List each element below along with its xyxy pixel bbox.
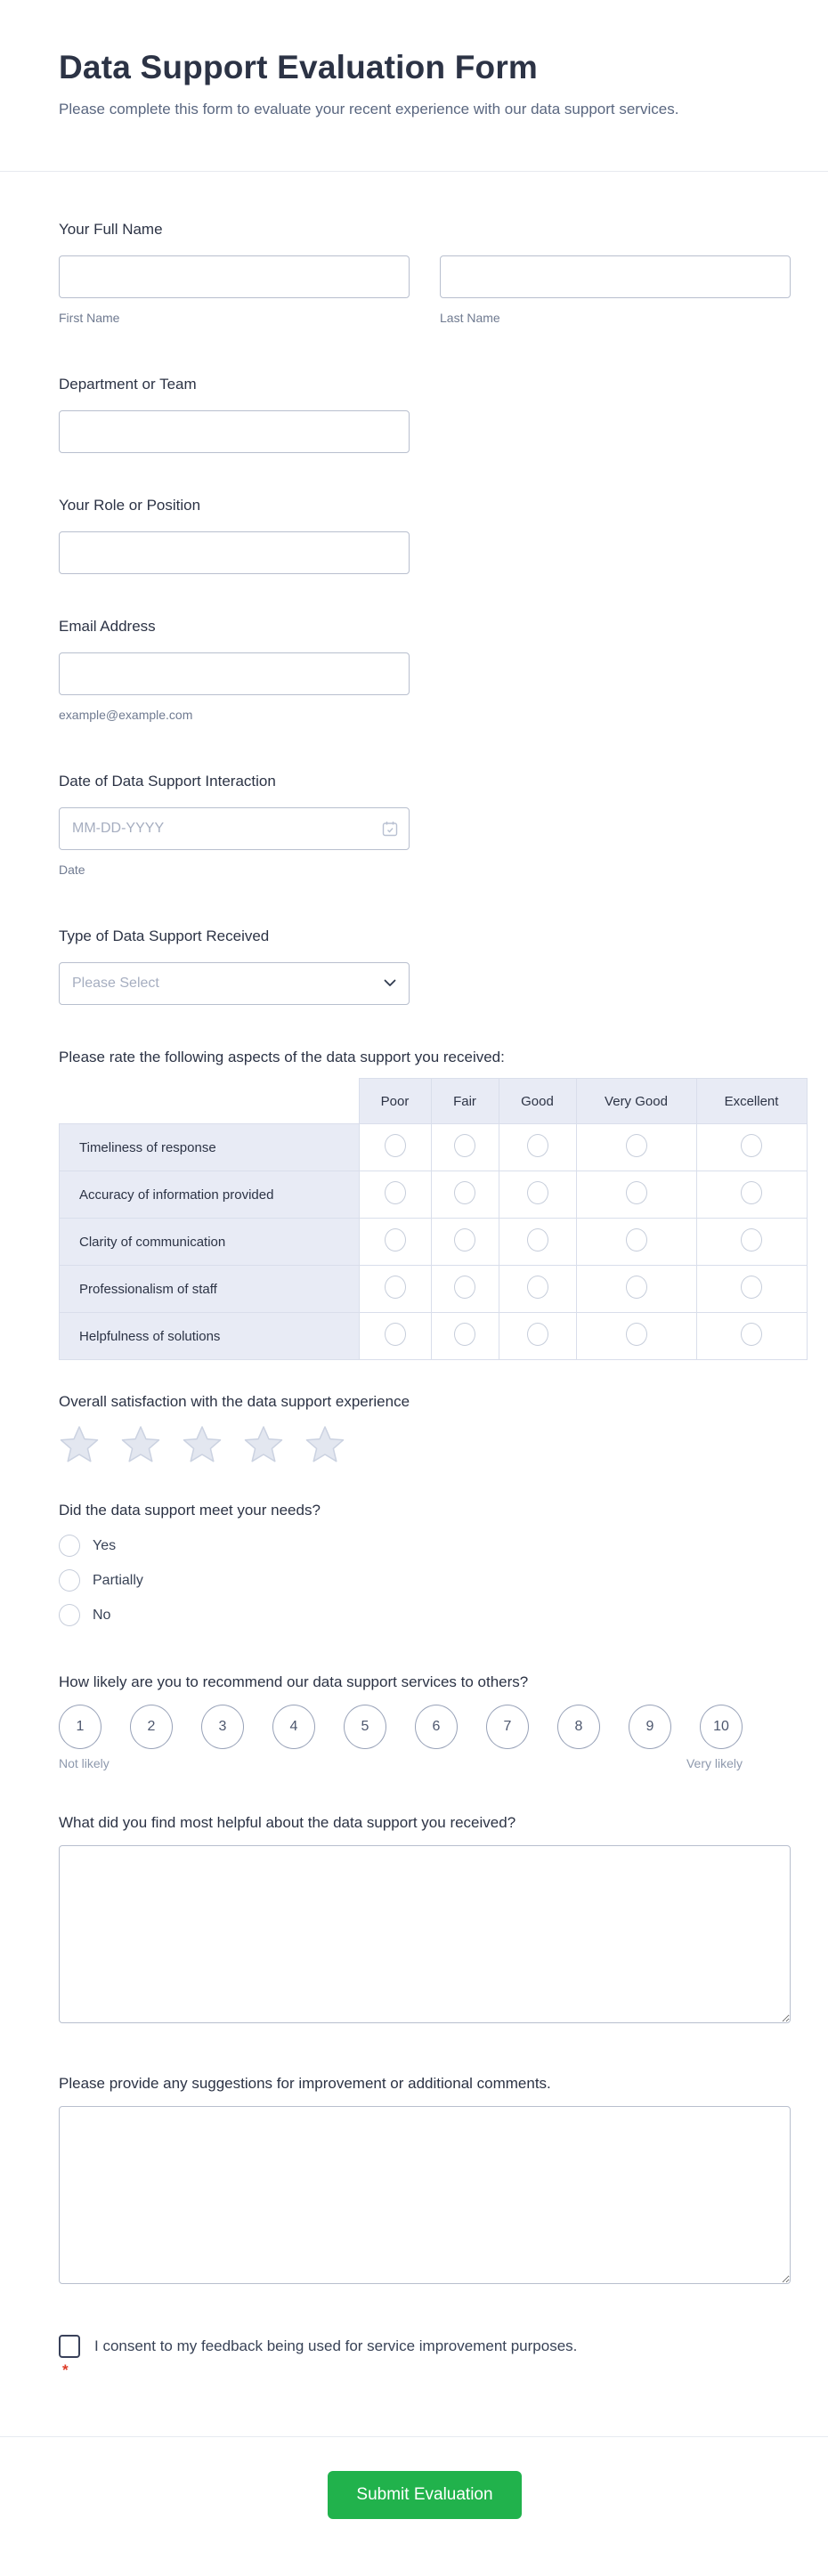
star-icon-2[interactable] <box>120 1424 161 1465</box>
matrix-radio-clarity-of-communication-good[interactable] <box>527 1228 548 1252</box>
field-date <box>59 772 791 879</box>
field-helpful <box>59 1813 791 2028</box>
matrix-radio-professionalism-of-staff-fair[interactable] <box>454 1276 475 1299</box>
star-icon-5[interactable] <box>304 1424 345 1465</box>
radio-option-label: Partially <box>93 1572 143 1588</box>
matrix-cell <box>499 1313 576 1360</box>
matrix-cell <box>359 1266 431 1313</box>
helpful-textarea[interactable] <box>59 1845 791 2023</box>
nps-circle-7[interactable]: 7 <box>486 1705 529 1749</box>
nps-circle-5[interactable]: 5 <box>344 1705 386 1749</box>
form-header <box>0 0 828 171</box>
matrix-cell <box>499 1171 576 1219</box>
matrix-cell <box>431 1219 499 1266</box>
matrix-row-label: Timeliness of response <box>60 1124 360 1171</box>
role-input[interactable] <box>59 531 410 574</box>
matrix-radio-clarity-of-communication-fair[interactable] <box>454 1228 475 1252</box>
form-footer <box>0 2437 828 2519</box>
field-label: Type of Data Support Received <box>59 928 270 944</box>
date-sublabel: Date <box>59 863 85 877</box>
matrix-radio-accuracy-of-information-provided-poor[interactable] <box>385 1181 406 1204</box>
field-label: How likely are you to recommend our data support services to others? <box>59 1673 529 1690</box>
email-input[interactable] <box>59 652 410 695</box>
department-input[interactable] <box>59 410 410 453</box>
field-role <box>59 496 791 574</box>
field-label: Did the data support meet your needs? <box>59 1502 321 1519</box>
matrix-cell <box>359 1124 431 1171</box>
matrix-radio-timeliness-of-response-good[interactable] <box>527 1134 548 1157</box>
field-label: Your Full Name <box>59 221 163 238</box>
matrix-cell <box>696 1313 807 1360</box>
matrix-radio-helpfulness-of-solutions-good[interactable] <box>527 1323 548 1346</box>
field-department <box>59 375 791 453</box>
nps-circle-8[interactable]: 8 <box>557 1705 600 1749</box>
nps-min-label: Not likely <box>59 1756 110 1770</box>
field-label: Email Address <box>59 618 156 635</box>
matrix-cell <box>576 1219 696 1266</box>
form-subtitle: Please complete this form to evaluate your recent experience with our data support services. <box>59 101 679 117</box>
chevron-down-icon <box>384 976 396 992</box>
matrix-row-label: Helpfulness of solutions <box>60 1313 360 1360</box>
field-suggestions <box>59 2074 791 2288</box>
rating-matrix-table <box>59 1078 808 1360</box>
field-recommend <box>59 1673 791 1770</box>
matrix-cell <box>576 1313 696 1360</box>
consent-label: I consent to my feedback being used for service improvement purposes. <box>94 2337 578 2354</box>
field-label: Please provide any suggestions for improvement or additional comments. <box>59 2075 551 2092</box>
matrix-radio-accuracy-of-information-provided-fair[interactable] <box>454 1181 475 1204</box>
required-asterisk: * <box>62 2361 69 2378</box>
field-support-type <box>59 927 791 1005</box>
name-row <box>59 255 791 327</box>
star-icon-4[interactable] <box>243 1424 284 1465</box>
field-rating-matrix <box>59 1048 791 1360</box>
matrix-cell <box>499 1124 576 1171</box>
matrix-radio-clarity-of-communication-poor[interactable] <box>385 1228 406 1252</box>
select-placeholder: Please Select <box>72 976 159 991</box>
matrix-radio-helpfulness-of-solutions-poor[interactable] <box>385 1323 406 1346</box>
matrix-row-label: Clarity of communication <box>60 1219 360 1266</box>
matrix-radio-timeliness-of-response-excellent[interactable] <box>741 1134 762 1157</box>
radio-icon[interactable] <box>59 1535 80 1557</box>
nps-circle-6[interactable]: 6 <box>415 1705 458 1749</box>
matrix-cell <box>431 1313 499 1360</box>
matrix-radio-helpfulness-of-solutions-very-good[interactable] <box>626 1323 647 1346</box>
star-rating <box>59 1424 791 1465</box>
field-consent <box>59 2335 791 2378</box>
matrix-column-header-excellent: Excellent <box>696 1079 807 1124</box>
radio-option-partially[interactable] <box>59 1569 791 1592</box>
matrix-radio-timeliness-of-response-very-good[interactable] <box>626 1134 647 1157</box>
field-label: What did you find most helpful about the data support you received? <box>59 1814 516 1831</box>
field-satisfaction <box>59 1392 791 1465</box>
field-label: Department or Team <box>59 376 197 393</box>
nps-circle-9[interactable]: 9 <box>629 1705 671 1749</box>
nps-circle-2[interactable]: 2 <box>130 1705 173 1749</box>
matrix-row <box>60 1219 808 1266</box>
matrix-radio-helpfulness-of-solutions-excellent[interactable] <box>741 1323 762 1346</box>
matrix-radio-clarity-of-communication-excellent[interactable] <box>741 1228 762 1252</box>
radio-option-no[interactable] <box>59 1604 791 1626</box>
nps-circle-3[interactable]: 3 <box>201 1705 244 1749</box>
matrix-radio-professionalism-of-staff-excellent[interactable] <box>741 1276 762 1299</box>
matrix-column-header-good: Good <box>499 1079 576 1124</box>
matrix-cell <box>359 1171 431 1219</box>
form-body <box>0 172 828 2378</box>
matrix-radio-accuracy-of-information-provided-very-good[interactable] <box>626 1181 647 1204</box>
field-label: Your Role or Position <box>59 497 201 514</box>
matrix-radio-timeliness-of-response-poor[interactable] <box>385 1134 406 1157</box>
matrix-corner-cell <box>60 1079 360 1124</box>
nps-scale <box>59 1705 743 1749</box>
nps-end-labels <box>59 1756 743 1770</box>
matrix-radio-professionalism-of-staff-good[interactable] <box>527 1276 548 1299</box>
matrix-radio-accuracy-of-information-provided-excellent[interactable] <box>741 1181 762 1204</box>
nps-circle-1[interactable]: 1 <box>59 1705 101 1749</box>
matrix-cell <box>696 1219 807 1266</box>
matrix-row <box>60 1171 808 1219</box>
matrix-row-label: Professionalism of staff <box>60 1266 360 1313</box>
star-icon-1[interactable] <box>59 1424 100 1465</box>
radio-icon[interactable] <box>59 1604 80 1626</box>
matrix-radio-accuracy-of-information-provided-good[interactable] <box>527 1181 548 1204</box>
first-name-sublabel: First Name <box>59 311 120 325</box>
matrix-radio-professionalism-of-staff-very-good[interactable] <box>626 1276 647 1299</box>
date-input[interactable] <box>59 807 410 850</box>
matrix-row <box>60 1313 808 1360</box>
first-name-col <box>59 255 410 327</box>
nps-circle-4[interactable]: 4 <box>272 1705 315 1749</box>
matrix-cell <box>499 1219 576 1266</box>
consent-checkbox[interactable] <box>59 2335 80 2358</box>
field-needs-met <box>59 1501 791 1626</box>
consent-row <box>59 2335 791 2358</box>
radio-icon[interactable] <box>59 1569 80 1592</box>
nps-max-label: Very likely <box>686 1756 743 1770</box>
matrix-cell <box>696 1266 807 1313</box>
field-label: Overall satisfaction with the data support experience <box>59 1393 410 1410</box>
field-email <box>59 617 791 724</box>
nps-circle-10[interactable]: 10 <box>700 1705 743 1749</box>
last-name-sublabel: Last Name <box>440 311 500 325</box>
matrix-cell <box>576 1171 696 1219</box>
matrix-cell <box>576 1124 696 1171</box>
radio-group-needs-met <box>59 1535 791 1626</box>
matrix-radio-timeliness-of-response-fair[interactable] <box>454 1134 475 1157</box>
matrix-column-header-poor: Poor <box>359 1079 431 1124</box>
matrix-radio-professionalism-of-staff-poor[interactable] <box>385 1276 406 1299</box>
radio-option-label: Yes <box>93 1537 117 1553</box>
star-icon-3[interactable] <box>182 1424 223 1465</box>
matrix-cell <box>696 1124 807 1171</box>
field-label: Date of Data Support Interaction <box>59 773 276 790</box>
matrix-cell <box>576 1266 696 1313</box>
matrix-radio-clarity-of-communication-very-good[interactable] <box>626 1228 647 1252</box>
first-name-input[interactable] <box>59 255 410 298</box>
matrix-cell <box>696 1171 807 1219</box>
last-name-input[interactable] <box>440 255 791 298</box>
matrix-row <box>60 1266 808 1313</box>
email-sublabel: example@example.com <box>59 708 193 722</box>
matrix-column-header-fair: Fair <box>431 1079 499 1124</box>
field-full-name <box>59 220 791 327</box>
matrix-cell <box>499 1266 576 1313</box>
matrix-cell <box>359 1313 431 1360</box>
calendar-icon[interactable] <box>381 820 399 842</box>
radio-option-label: No <box>93 1607 111 1623</box>
page-title: Data Support Evaluation Form <box>59 49 539 85</box>
submit-button[interactable]: Submit Evaluation <box>328 2471 522 2519</box>
matrix-cell <box>431 1171 499 1219</box>
matrix-row <box>60 1124 808 1171</box>
support-type-select[interactable] <box>59 962 410 1005</box>
matrix-radio-helpfulness-of-solutions-fair[interactable] <box>454 1323 475 1346</box>
radio-option-yes[interactable] <box>59 1535 791 1557</box>
last-name-col <box>440 255 791 327</box>
field-label: Please rate the following aspects of the data support you received: <box>59 1049 505 1065</box>
matrix-column-header-very-good: Very Good <box>576 1079 696 1124</box>
matrix-row-label: Accuracy of information provided <box>60 1171 360 1219</box>
date-input-wrap <box>59 807 410 850</box>
matrix-cell <box>359 1219 431 1266</box>
suggestions-textarea[interactable] <box>59 2106 791 2284</box>
matrix-cell <box>431 1266 499 1313</box>
matrix-cell <box>431 1124 499 1171</box>
